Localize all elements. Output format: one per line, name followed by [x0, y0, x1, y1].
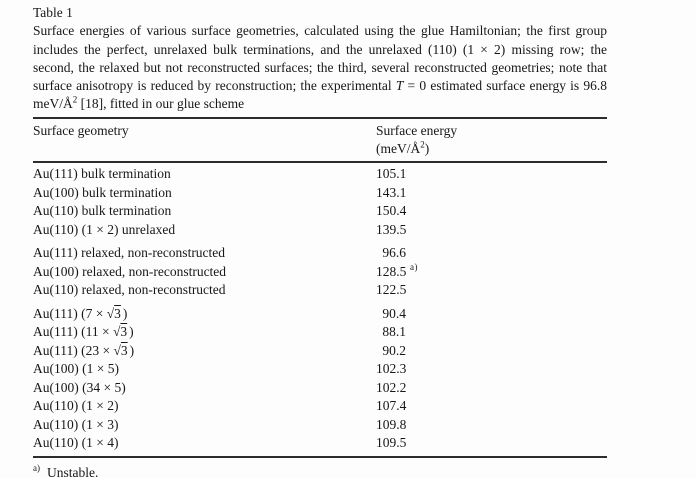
cell-surface-geometry: [33, 244, 376, 263]
caption-part-italic: T: [395, 78, 404, 94]
table-row: [33, 323, 607, 342]
cell-surface-geometry: [33, 281, 376, 300]
geometry-text: Au(111) bulk termination: [33, 166, 171, 182]
table-footnote: [33, 464, 696, 478]
cell-surface-geometry: [33, 221, 376, 240]
cell-surface-energy: [376, 263, 418, 282]
table-caption: [33, 4, 607, 114]
caption-part-text: [18], fitted in our glue scheme: [77, 96, 245, 112]
geometry-text: Au(110) bulk termination: [33, 203, 172, 219]
geometry-text: Au(100) relaxed, non-reconstructed: [33, 263, 227, 279]
geometry-text-close: ): [129, 324, 134, 340]
table-row: [33, 184, 607, 203]
surface-energy-value: 88.1: [382, 324, 406, 340]
table-row: [33, 397, 607, 416]
cell-surface-geometry: [33, 434, 376, 453]
table-row: [33, 165, 607, 184]
caption-part-text: Surface energies of various surface geometries, calculated using the glue Hamiltonian; the first group includes the perfect, unrelaxed bulk terminations, and the unrelaxed (110) (1 × 2) missing row; the second, the relaxed but not reconstructed surfaces; the third, several reconstructed geometries; note that surface anisotropy is reduced by reconstruction; the experimental: [33, 23, 607, 94]
table-group-3: [33, 305, 607, 453]
caption-text: [33, 22, 607, 113]
table-row: [33, 202, 607, 221]
cell-surface-geometry: [33, 184, 376, 203]
cell-surface-energy: [376, 360, 406, 379]
cell-surface-energy: [376, 244, 406, 263]
unit-part-sup: 2: [420, 139, 425, 150]
geometry-text: Au(110) relaxed, non-reconstructed: [33, 282, 226, 298]
cell-surface-geometry: [33, 379, 376, 398]
geometry-text: Au(110) (1 × 2): [33, 398, 119, 414]
cell-surface-geometry: [33, 305, 376, 324]
unit-part-text: (meV/Å: [376, 141, 421, 157]
surface-energy-value: 122.5: [376, 282, 407, 298]
column-header-surface-energy: [376, 122, 457, 159]
table-body: [33, 163, 607, 456]
surface-energy-value: 139.5: [376, 221, 407, 237]
cell-surface-energy: [376, 379, 406, 398]
geometry-text: Au(110) (1 × 4): [33, 435, 119, 451]
cell-surface-energy: [376, 202, 406, 221]
sqrt-radicand: 3: [114, 305, 121, 321]
footnote-text: Unstable.: [47, 464, 99, 478]
surface-energy-value: 102.2: [376, 379, 407, 395]
surface-energy-value: 105.1: [376, 166, 407, 182]
cell-surface-energy: [376, 434, 406, 453]
table-row: [33, 416, 607, 435]
table-bottom-rule: [33, 456, 607, 458]
sqrt-radicand: 3: [120, 342, 128, 358]
table-row: [33, 244, 607, 263]
surface-energy-value: 109.8: [376, 416, 407, 432]
unit-part-text: ): [424, 141, 430, 157]
cell-surface-energy: [376, 184, 406, 203]
table-row: [33, 379, 607, 398]
table-row: [33, 360, 607, 379]
sqrt-radical-symbol: √: [113, 342, 121, 358]
cell-surface-energy: [376, 397, 406, 416]
table-row: [33, 342, 607, 361]
table-row: [33, 305, 607, 324]
geometry-text: Au(111) (11 ×: [33, 324, 113, 340]
geometry-text-close: ): [129, 342, 135, 358]
table-row: [33, 263, 607, 282]
cell-surface-geometry: [33, 202, 376, 221]
cell-surface-geometry: [33, 397, 376, 416]
table-group-1: [33, 165, 607, 239]
cell-surface-geometry: [33, 342, 376, 361]
column-header-surface-energy-unit: [376, 140, 457, 158]
sqrt-radical-symbol: √: [106, 305, 115, 321]
surface-energy-value: 107.4: [376, 398, 407, 414]
geometry-text: Au(110) (1 × 2) unrelaxed: [33, 221, 176, 237]
surface-energy-value: 150.4: [376, 203, 407, 219]
geometry-text: Au(100) (34 × 5): [33, 379, 126, 395]
footnote-marker: a): [33, 463, 40, 474]
table-row: [33, 434, 607, 453]
geometry-text: Au(111) (23 ×: [33, 342, 114, 358]
surface-energy-value: 96.6: [382, 245, 406, 261]
table-row: [33, 221, 607, 240]
cell-surface-geometry: [33, 263, 376, 282]
sqrt-radicand: 3: [120, 324, 128, 340]
cell-surface-energy: [376, 221, 406, 240]
column-header-surface-geometry: Surface geometry: [33, 122, 129, 138]
geometry-text: Au(111) (7 ×: [33, 305, 107, 321]
surface-energy-value: 90.4: [382, 305, 406, 321]
surface-energy-value: 128.5: [376, 263, 407, 279]
cell-surface-energy: [376, 165, 406, 184]
surface-energy-value: 143.1: [376, 184, 407, 200]
cell-surface-geometry: [33, 323, 376, 342]
surface-energy-value: 109.5: [376, 435, 407, 451]
caption-part-sup: 2: [72, 94, 78, 105]
caption-part-text: = 0 estimated surface energy is 96.8 meV/Å: [33, 78, 608, 112]
cell-surface-energy: [376, 305, 406, 324]
surface-energy-value: 90.2: [382, 342, 406, 358]
cell-surface-energy: [376, 342, 406, 361]
cell-surface-energy: [376, 416, 406, 435]
geometry-text: Au(100) bulk termination: [33, 184, 172, 200]
surface-energy-table: [33, 117, 607, 458]
geometry-text: Au(100) (1 × 5): [33, 361, 119, 377]
cell-surface-energy: [376, 281, 406, 300]
table-label: Table 1: [33, 5, 73, 20]
geometry-text: Au(111) relaxed, non-reconstructed: [33, 245, 226, 261]
table-group-2: [33, 244, 607, 300]
cell-surface-geometry: [33, 416, 376, 435]
geometry-text-close: ): [122, 305, 128, 321]
column-header-surface-energy-title: Surface energy: [376, 122, 458, 138]
cell-surface-geometry: [33, 165, 376, 184]
footnote-marker-ref: a): [410, 262, 418, 273]
sqrt-radical-symbol: √: [112, 324, 121, 340]
cell-surface-geometry: [33, 360, 376, 379]
cell-surface-energy: [376, 323, 406, 342]
table-row: [33, 281, 607, 300]
surface-energy-value: 102.3: [376, 361, 407, 377]
table-header-row: [33, 119, 607, 162]
geometry-text: Au(110) (1 × 3): [33, 416, 119, 432]
